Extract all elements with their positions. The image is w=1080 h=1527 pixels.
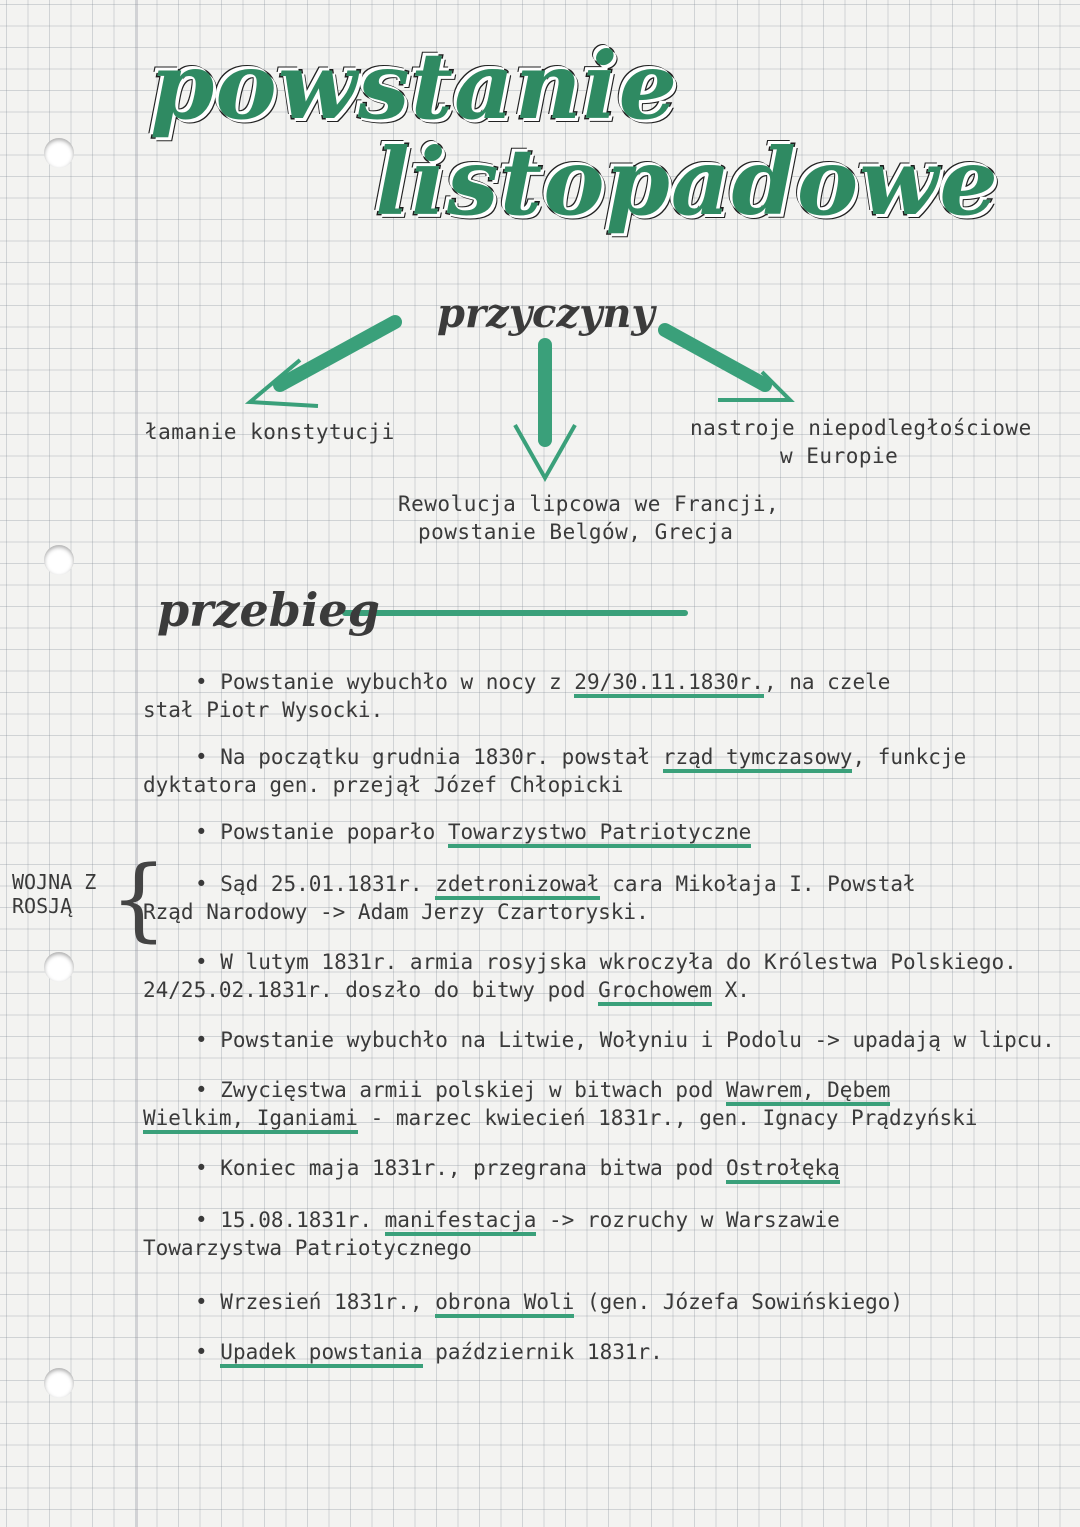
item-text: • Wrzesień 1831r., bbox=[195, 1290, 436, 1314]
list-item-cont bbox=[143, 1236, 472, 1260]
item-text: • bbox=[195, 1340, 221, 1364]
item-text: październik 1831r. bbox=[422, 1340, 663, 1364]
list-item-cont bbox=[143, 978, 750, 1002]
list-item bbox=[195, 820, 751, 844]
list-item bbox=[195, 670, 890, 694]
item-text: • Powstanie wybuchło na Litwie, Wołyniu i Podolu -> upadają w lipcu. bbox=[195, 1028, 1055, 1052]
item-highlight: Grochowem bbox=[598, 978, 712, 1006]
list-item bbox=[195, 1028, 1055, 1052]
item-highlight: rząd tymczasowy bbox=[663, 745, 853, 773]
item-highlight: Ostrołęką bbox=[726, 1156, 840, 1184]
list-item bbox=[195, 1156, 840, 1180]
item-text: • Powstanie wybuchło w nocy z bbox=[195, 670, 575, 694]
item-highlight: Upadek powstania bbox=[220, 1340, 422, 1368]
cause-left: łamanie konstytucji bbox=[145, 420, 395, 444]
list-item bbox=[195, 1340, 663, 1364]
item-highlight: manifestacja bbox=[385, 1208, 537, 1236]
page-title-line2: listopadowe bbox=[375, 128, 999, 236]
item-text: X. bbox=[711, 978, 750, 1002]
item-text: stał Piotr Wysocki. bbox=[143, 698, 384, 722]
cause-right-line1: nastroje niepodległościowe bbox=[690, 416, 1032, 440]
side-label bbox=[12, 870, 96, 918]
item-text: (gen. Józefa Sowińskiego) bbox=[574, 1290, 904, 1314]
list-item bbox=[195, 1078, 890, 1102]
list-item bbox=[195, 1208, 840, 1232]
item-text: • Zwycięstwa armii polskiej w bitwach pod bbox=[195, 1078, 727, 1102]
list-item bbox=[195, 1290, 903, 1314]
item-text: • 15.08.1831r. bbox=[195, 1208, 385, 1232]
list-item bbox=[195, 950, 1017, 974]
list-item-cont bbox=[143, 698, 383, 722]
item-text: dyktatora gen. przejął Józef Chłopicki bbox=[143, 773, 624, 797]
list-item-cont bbox=[143, 1106, 977, 1130]
causes-heading: przyczyny bbox=[437, 290, 655, 337]
item-highlight: 29/30.11.1830r. bbox=[574, 670, 764, 698]
item-highlight: Wielkim, Iganiami bbox=[143, 1106, 358, 1134]
brace-icon: { bbox=[110, 847, 168, 952]
item-text: Rząd Narodowy -> Adam Jerzy Czartoryski. bbox=[143, 900, 649, 924]
side-label-line2: ROSJĄ bbox=[12, 894, 73, 918]
arrow-left-icon bbox=[280, 322, 395, 385]
cause-center-line2: powstanie Belgów, Grecja bbox=[418, 520, 734, 544]
item-text: - marzec kwiecień 1831r., gen. Ignacy Prądzyński bbox=[357, 1106, 978, 1130]
item-text: • W lutym 1831r. armia rosyjska wkroczyła do Królestwa Polskiego. bbox=[195, 950, 1017, 974]
item-text: , funkcje bbox=[852, 745, 967, 769]
item-text: • Powstanie poparło bbox=[195, 820, 448, 844]
arrow-right-icon bbox=[665, 330, 765, 385]
item-highlight: Wawrem, Dębem bbox=[726, 1078, 890, 1106]
item-text: 24/25.02.1831r. doszło do bitwy pod bbox=[143, 978, 599, 1002]
list-item bbox=[195, 745, 966, 769]
cause-right-line2: w Europie bbox=[780, 444, 899, 468]
list-item-cont bbox=[143, 773, 623, 797]
list-item-cont bbox=[143, 900, 649, 924]
item-text: Towarzystwa Patriotycznego bbox=[143, 1236, 472, 1260]
item-text: • Na początku grudnia 1830r. powstał bbox=[195, 745, 663, 769]
item-text: , na czele bbox=[763, 670, 891, 694]
item-text: • Koniec maja 1831r., przegrana bitwa pod bbox=[195, 1156, 727, 1180]
item-highlight: zdetronizował bbox=[435, 872, 599, 900]
item-text: cara Mikołaja I. Powstał bbox=[599, 872, 916, 896]
page-title-line1: powstanie bbox=[150, 32, 679, 140]
list-item bbox=[195, 872, 916, 896]
course-heading: przebieg bbox=[157, 583, 380, 637]
item-highlight: obrona Woli bbox=[435, 1290, 574, 1318]
item-text: -> rozruchy w Warszawie bbox=[536, 1208, 840, 1232]
cause-center-line1: Rewolucja lipcowa we Francji, bbox=[398, 492, 780, 516]
item-highlight: Towarzystwo Patriotyczne bbox=[448, 820, 751, 848]
side-label-line1: WOJNA Z bbox=[12, 870, 97, 894]
item-text: • Sąd 25.01.1831r. bbox=[195, 872, 436, 896]
